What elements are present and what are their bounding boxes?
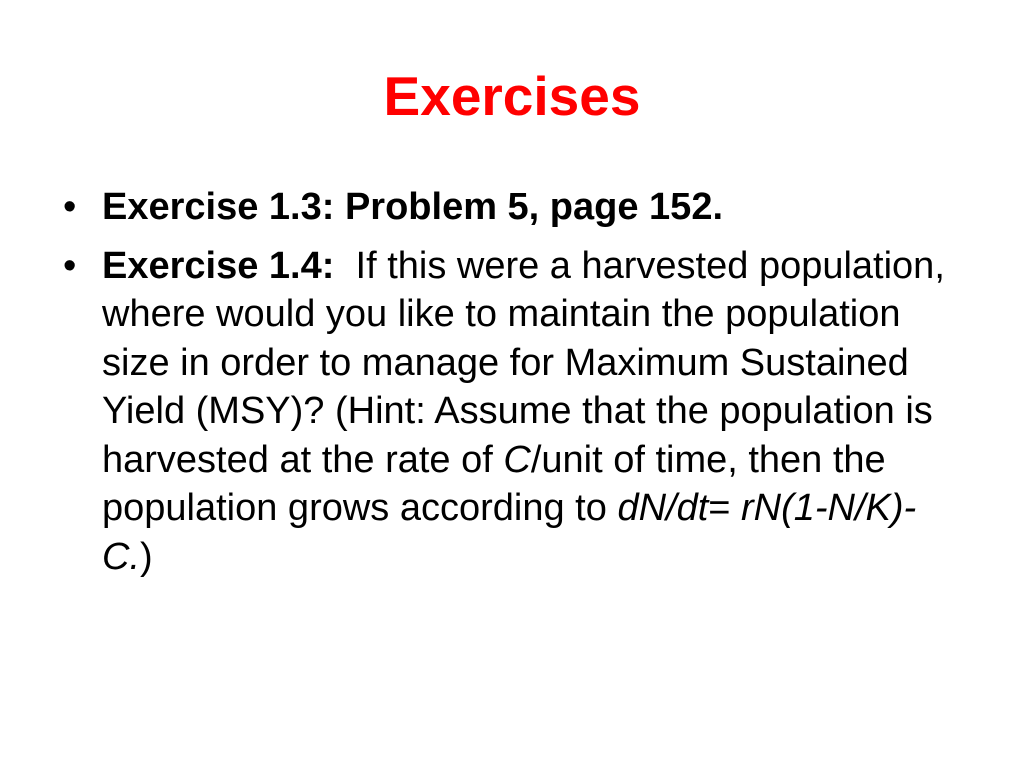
bullet-item-exercise-1-4 — [63, 242, 963, 582]
equation-equals: = — [708, 487, 742, 529]
slide-title: Exercises — [383, 65, 641, 127]
equation-rhs: rN(1-N/K)-C. — [102, 487, 917, 578]
closing-paren: ) — [140, 535, 153, 578]
bullet-icon: • — [63, 186, 77, 228]
exercise-1-4-text-cont: /unit of time, then the population grows according to — [102, 438, 886, 529]
bullet-list — [63, 183, 963, 581]
exercise-1-4-text: If this were a harvested population, where would you like to maintain the population size in order to manage for Maximum Sustained Yield (MSY)? (Hint: Assume that the population is harvested at the rate of — [102, 244, 956, 481]
exercise-1-4-heading: Exercise 1.4: — [102, 244, 335, 287]
bullet-item-exercise-1-3 — [63, 183, 963, 232]
exercise-1-3-heading: Exercise 1.3: Problem 5, page 152. — [102, 186, 724, 228]
bullet-icon: • — [63, 244, 77, 287]
harvest-rate-variable: C — [503, 438, 531, 481]
equation-lhs: dN/dt — [617, 487, 709, 529]
